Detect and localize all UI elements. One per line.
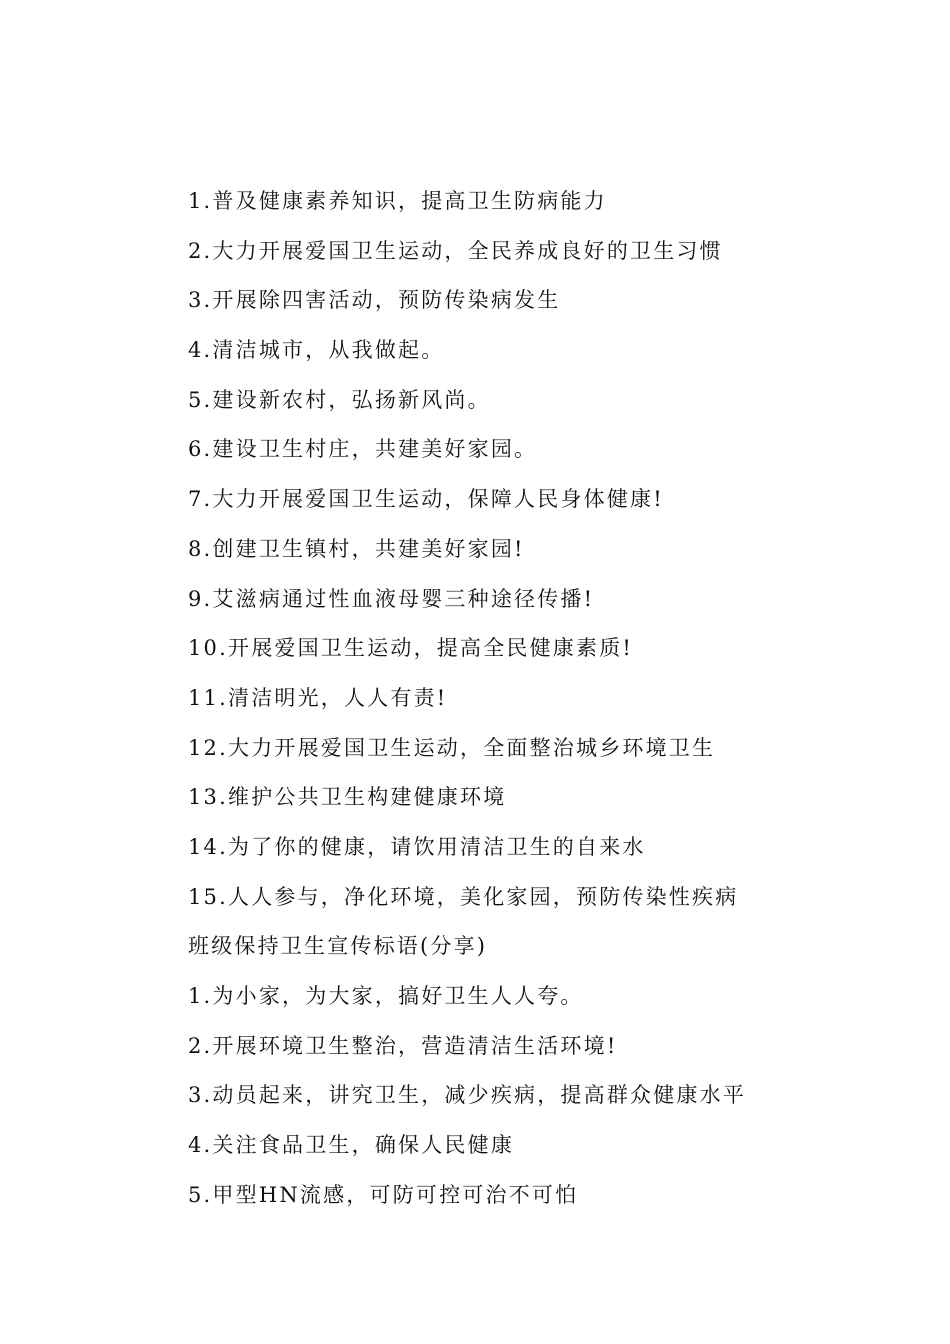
list-item: 5.甲型HN流感，可防可控可治不可怕	[188, 1182, 579, 1207]
list-item: 2.开展环境卫生整治，营造清洁生活环境!	[188, 1033, 618, 1058]
list-item: 6.建设卫生村庄，共建美好家园。	[188, 437, 538, 462]
list-item: 1.为小家，为大家，搞好卫生人人夸。	[188, 984, 584, 1008]
list-item: 12.大力开展爱国卫生运动，全面整治城乡环境卫生	[188, 735, 716, 760]
list-item: 13.维护公共卫生构建健康环境	[188, 785, 507, 810]
list-item: 14.为了你的健康，请饮用清洁卫生的自来水	[188, 834, 646, 859]
list-item: 4.关注食品卫生，确保人民健康	[188, 1133, 515, 1158]
list-item: 3.动员起来，讲究卫生，减少疾病，提高群众健康水平	[188, 1083, 747, 1108]
list-item: 4.清洁城市，从我做起。	[188, 338, 445, 363]
list-item: 1.普及健康素养知识，提高卫生防病能力	[188, 189, 607, 213]
list-item: 11.清洁明光，人人有责!	[188, 685, 448, 710]
list-item: 7.大力开展爱国卫生运动，保障人民身体健康!	[188, 487, 664, 512]
list-item: 10.开展爱国卫生运动，提高全民健康素质!	[188, 636, 634, 661]
list-item: 8.创建卫生镇村，共建美好家园!	[188, 536, 525, 561]
section-heading: 班级保持卫生宣传标语(分享)	[188, 934, 488, 959]
list-item: 2.大力开展爱国卫生运动，全民养成良好的卫生习惯	[188, 238, 723, 263]
list-item: 3.开展除四害活动，预防传染病发生	[188, 288, 561, 313]
document-body	[188, 181, 888, 1224]
list-item: 5.建设新农村，弘扬新风尚。	[188, 387, 491, 412]
list-item: 15.人人参与，净化环境，美化家园，预防传染性疾病	[188, 884, 739, 909]
list-item: 9.艾滋病通过性血液母婴三种途径传播!	[188, 586, 595, 611]
